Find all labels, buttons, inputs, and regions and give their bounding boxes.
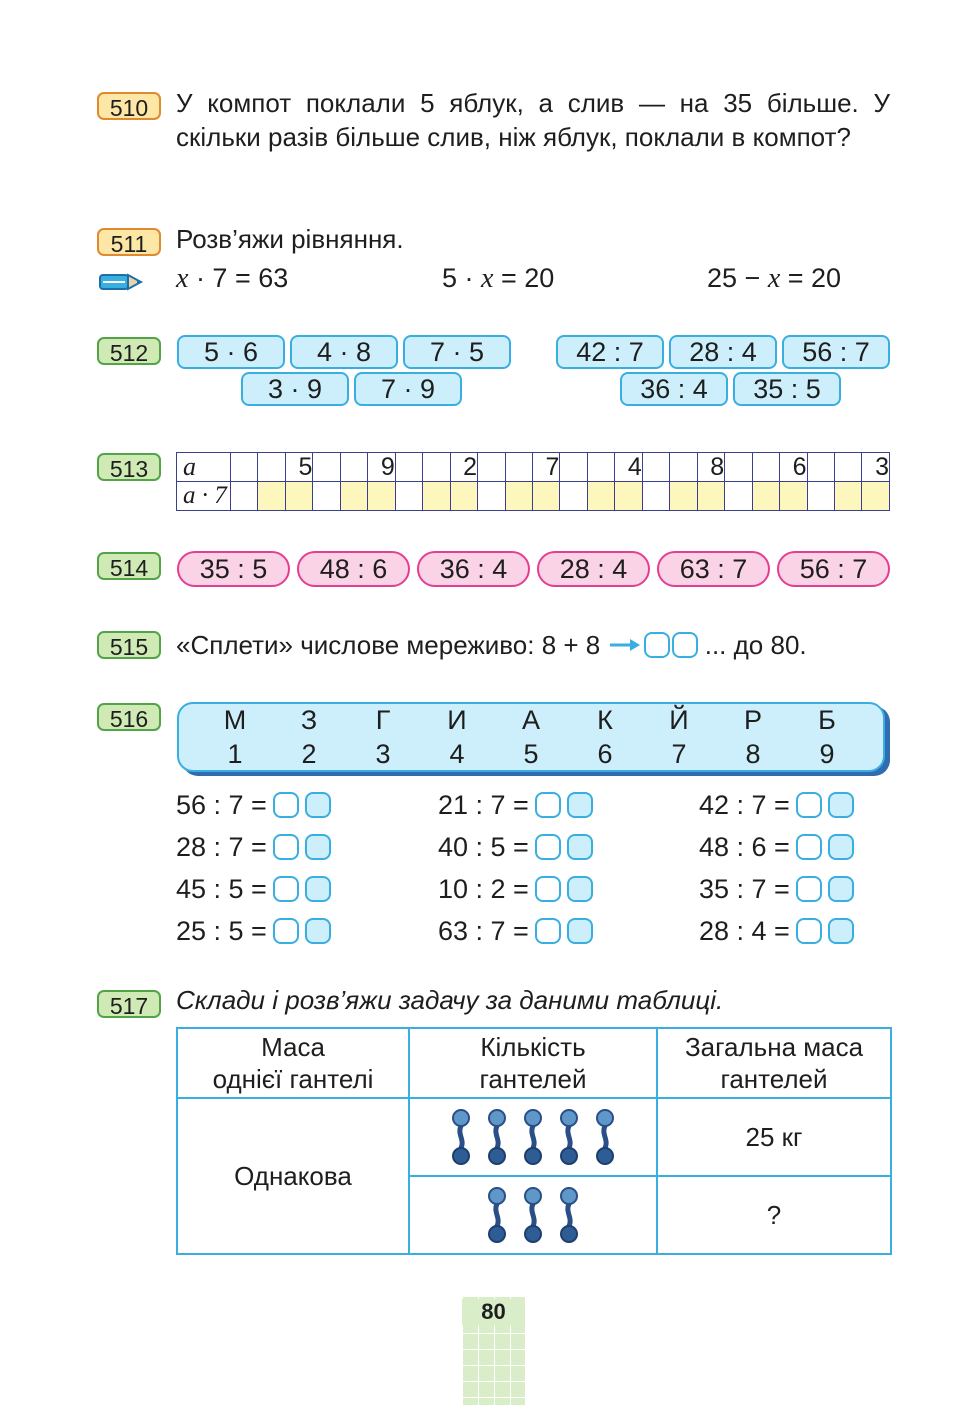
table-cell — [258, 453, 285, 482]
equation-3-pre: 25 − — [707, 263, 768, 293]
answer-cell[interactable] — [258, 482, 285, 511]
cipher-letter: Р — [743, 705, 762, 735]
cipher-equation — [699, 832, 854, 863]
table-cell — [478, 453, 505, 482]
header-row — [177, 1028, 891, 1098]
cipher-key-panel — [177, 702, 885, 772]
cipher-letter: К — [597, 705, 613, 735]
row-label-a7-text: a · 7 — [183, 482, 227, 509]
answer-cell[interactable] — [273, 834, 299, 860]
table-cell — [834, 453, 861, 482]
expression-pill: 7 · 5 — [403, 335, 511, 369]
table-cell-value: 4 — [615, 453, 642, 482]
equation-1 — [176, 263, 288, 295]
problem-515-text-after: ... до 80. — [704, 630, 807, 660]
division-pill: 63 : 7 — [657, 551, 770, 587]
table-cell — [313, 453, 340, 482]
equation-text: 28 : 4 = — [699, 916, 790, 946]
answer-cell[interactable] — [670, 482, 697, 511]
answer-cell[interactable] — [796, 918, 822, 944]
problem-number-510: 510 — [97, 92, 161, 120]
cipher-digit: 1 — [227, 739, 243, 769]
mass-cell: Однакова — [177, 1098, 409, 1254]
cipher-letter: М — [223, 705, 247, 735]
answer-cell[interactable] — [305, 918, 331, 944]
answer-cell[interactable] — [535, 834, 561, 860]
answer-cell[interactable] — [567, 792, 593, 818]
equation-3 — [707, 263, 841, 295]
table-cell — [642, 453, 669, 482]
answer-cell[interactable] — [423, 482, 450, 511]
pencil-icon — [97, 271, 143, 293]
equation-text: 45 : 5 = — [176, 874, 267, 904]
problem-number-513: 513 — [97, 453, 161, 481]
answer-cell[interactable] — [828, 792, 854, 818]
equation-text: 10 : 2 = — [438, 874, 529, 904]
header-total — [657, 1028, 891, 1098]
answer-cell[interactable] — [697, 482, 724, 511]
header-count-line2: гантелей — [479, 1064, 587, 1094]
equation-1-rest: · 7 = 63 — [188, 263, 289, 293]
answer-cell[interactable] — [273, 876, 299, 902]
answer-cell[interactable] — [368, 482, 395, 511]
header-mass-line2: однієї гантелі — [212, 1064, 374, 1094]
cipher-digit: 9 — [819, 739, 835, 769]
answer-cell[interactable] — [828, 876, 854, 902]
answer-cell[interactable] — [644, 632, 670, 658]
cipher-equation — [176, 874, 331, 905]
cipher-equation — [438, 790, 593, 821]
problem-511-text: Розв’яжи рівняння. — [176, 224, 404, 254]
equation-text: 42 : 7 = — [699, 790, 790, 820]
header-total-line1: Загальна маса — [684, 1032, 864, 1062]
expression-pill: 5 · 6 — [177, 335, 285, 369]
header-total-line2: гантелей — [720, 1064, 828, 1094]
dumbbell-icon — [559, 1186, 579, 1244]
cipher-digit: 3 — [375, 739, 391, 769]
table-cell-value: 9 — [368, 453, 395, 482]
answer-cell[interactable] — [313, 482, 340, 511]
problem-515-text — [176, 630, 807, 661]
problem-515-text-before: «Сплети» числове мереживо: 8 + 8 — [176, 630, 601, 660]
answer-cell[interactable] — [796, 876, 822, 902]
table-cell — [423, 453, 450, 482]
table-row — [177, 1098, 891, 1176]
cipher-equation — [176, 790, 331, 821]
equation-text: 56 : 7 = — [176, 790, 267, 820]
cipher-digit: 4 — [449, 739, 465, 769]
table-cell-value: 5 — [285, 453, 312, 482]
problem-number-516: 516 — [97, 703, 161, 731]
arrow-right-icon — [610, 638, 640, 652]
table-cell — [725, 453, 752, 482]
dumbbells-row1 — [409, 1098, 657, 1176]
cipher-letter: Г — [375, 705, 391, 735]
division-pill: 36 : 4 — [417, 551, 530, 587]
expression-pill: 35 : 5 — [733, 372, 841, 406]
answer-cell[interactable] — [305, 834, 331, 860]
dumbbell-table — [176, 1027, 892, 1255]
cipher-letter: И — [447, 705, 467, 735]
cipher-equation — [176, 916, 331, 947]
answer-cell[interactable] — [478, 482, 505, 511]
cipher-equation — [699, 916, 854, 947]
problem-number-512: 512 — [97, 337, 161, 365]
answer-cell[interactable] — [450, 482, 477, 511]
cipher-letter: Б — [818, 705, 836, 735]
division-pill: 35 : 5 — [177, 551, 290, 587]
cipher-letter: З — [300, 705, 318, 735]
table-cell — [587, 453, 614, 482]
equation-text: 63 : 7 = — [438, 916, 529, 946]
table-cell — [395, 453, 422, 482]
division-pill: 48 : 6 — [297, 551, 410, 587]
table-cell-value: 6 — [780, 453, 807, 482]
equation-3-variable: x — [767, 263, 781, 294]
table-cell — [560, 453, 587, 482]
expression-pill: 7 · 9 — [354, 372, 462, 406]
division-pill: 56 : 7 — [777, 551, 890, 587]
table-cell — [752, 453, 779, 482]
problem-517-text: Склади і розв’яжи задачу за даними таблиці. — [176, 985, 724, 1015]
row-a-times-7 — [177, 482, 890, 511]
equation-2-pre: 5 · — [442, 263, 482, 293]
cipher-digit: 5 — [523, 739, 539, 769]
page-number: 80 — [462, 1299, 525, 1325]
answer-cell[interactable] — [615, 482, 642, 511]
cipher-equation — [438, 874, 593, 905]
cipher-equation — [438, 832, 593, 863]
dumbbell-icon — [523, 1186, 543, 1244]
table-cell — [670, 453, 697, 482]
cipher-equation — [699, 874, 854, 905]
division-pill: 28 : 4 — [537, 551, 650, 587]
answer-cell[interactable] — [532, 482, 559, 511]
table-cell-value: 2 — [450, 453, 477, 482]
answer-cell[interactable] — [828, 918, 854, 944]
equation-2-variable: x — [481, 263, 494, 294]
equation-2-rest: = 20 — [493, 263, 555, 293]
table-cell-value: 3 — [862, 453, 890, 482]
answer-cell[interactable] — [567, 876, 593, 902]
answer-cell[interactable] — [828, 834, 854, 860]
table-cell — [340, 453, 367, 482]
cipher-equation — [176, 832, 331, 863]
row-label-a: a — [177, 453, 231, 482]
header-count — [409, 1028, 657, 1098]
equation-2 — [442, 263, 554, 295]
cipher-digit: 7 — [671, 739, 687, 769]
table-cell-value: 8 — [697, 453, 724, 482]
equation-1-variable: x — [176, 263, 189, 294]
answer-cell[interactable] — [285, 482, 312, 511]
dumbbell-icon — [559, 1108, 579, 1166]
equation-text: 25 : 5 = — [176, 916, 267, 946]
answer-cell[interactable] — [535, 876, 561, 902]
problem-number-515: 515 — [97, 631, 161, 659]
header-mass-line1: Маса — [261, 1032, 325, 1062]
answer-cell[interactable] — [560, 482, 587, 511]
answer-cell[interactable] — [505, 482, 532, 511]
answer-cell[interactable] — [273, 792, 299, 818]
dumbbell-icon — [451, 1108, 471, 1166]
answer-cell[interactable] — [796, 792, 822, 818]
cipher-equation — [699, 790, 854, 821]
dumbbell-icon — [487, 1186, 507, 1244]
answer-cell[interactable] — [807, 482, 834, 511]
answer-cell[interactable] — [273, 918, 299, 944]
problem-number-511: 511 — [97, 228, 161, 256]
answer-cell[interactable] — [535, 792, 561, 818]
cipher-digit: 6 — [597, 739, 613, 769]
answer-cell[interactable] — [834, 482, 861, 511]
cipher-letter: Й — [669, 705, 689, 735]
table-cell — [505, 453, 532, 482]
equation-text: 48 : 6 = — [699, 832, 790, 862]
multiplication-table — [176, 452, 890, 511]
expression-pill: 42 : 7 — [556, 335, 664, 369]
answer-cell[interactable] — [567, 834, 593, 860]
answer-cell[interactable] — [725, 482, 752, 511]
problem-510-text: У компот поклали 5 яблук, а слив — на 35 більше. У скільки разів більше слив, ніж яблук, поклали в компот? — [176, 88, 890, 152]
expression-pill: 28 : 4 — [669, 335, 777, 369]
table-cell — [231, 453, 258, 482]
header-mass — [177, 1028, 409, 1098]
dumbbell-icon — [595, 1108, 615, 1166]
answer-cell[interactable] — [567, 918, 593, 944]
answer-cell[interactable] — [587, 482, 614, 511]
table-cell-value: 7 — [532, 453, 559, 482]
answer-cell[interactable] — [340, 482, 367, 511]
total-row2: ? — [657, 1176, 891, 1254]
dumbbells-row2 — [409, 1176, 657, 1254]
answer-cell[interactable] — [862, 482, 890, 511]
answer-cell[interactable] — [535, 918, 561, 944]
cipher-equation — [438, 916, 593, 947]
header-count-line1: Кількість — [480, 1032, 586, 1062]
answer-cell[interactable] — [395, 482, 422, 511]
answer-cell[interactable] — [231, 482, 258, 511]
expression-pill: 56 : 7 — [782, 335, 890, 369]
dumbbell-icon — [487, 1108, 507, 1166]
total-row1: 25 кг — [657, 1098, 891, 1176]
row-a — [177, 453, 890, 482]
expression-pill: 36 : 4 — [620, 372, 728, 406]
equation-text: 28 : 7 = — [176, 832, 267, 862]
expression-pill: 3 · 9 — [241, 372, 349, 406]
equation-text: 40 : 5 = — [438, 832, 529, 862]
answer-cell[interactable] — [780, 482, 807, 511]
equation-text: 35 : 7 = — [699, 874, 790, 904]
page-number-box — [462, 1297, 525, 1405]
answer-cell[interactable] — [305, 876, 331, 902]
equation-3-rest: = 20 — [780, 263, 842, 293]
answer-cell[interactable] — [752, 482, 779, 511]
cipher-digit: 2 — [301, 739, 317, 769]
cipher-digit: 8 — [745, 739, 761, 769]
answer-cell[interactable] — [672, 632, 698, 658]
cipher-letter: А — [521, 705, 540, 735]
answer-cell[interactable] — [796, 834, 822, 860]
table-cell — [807, 453, 834, 482]
answer-cell[interactable] — [642, 482, 669, 511]
answer-cell[interactable] — [305, 792, 331, 818]
problem-number-514: 514 — [97, 552, 161, 580]
problem-number-517: 517 — [97, 990, 161, 1018]
dumbbell-icon — [523, 1108, 543, 1166]
row-label-a-times-7 — [177, 482, 231, 511]
expression-pill: 4 · 8 — [290, 335, 398, 369]
equation-text: 21 : 7 = — [438, 790, 529, 820]
